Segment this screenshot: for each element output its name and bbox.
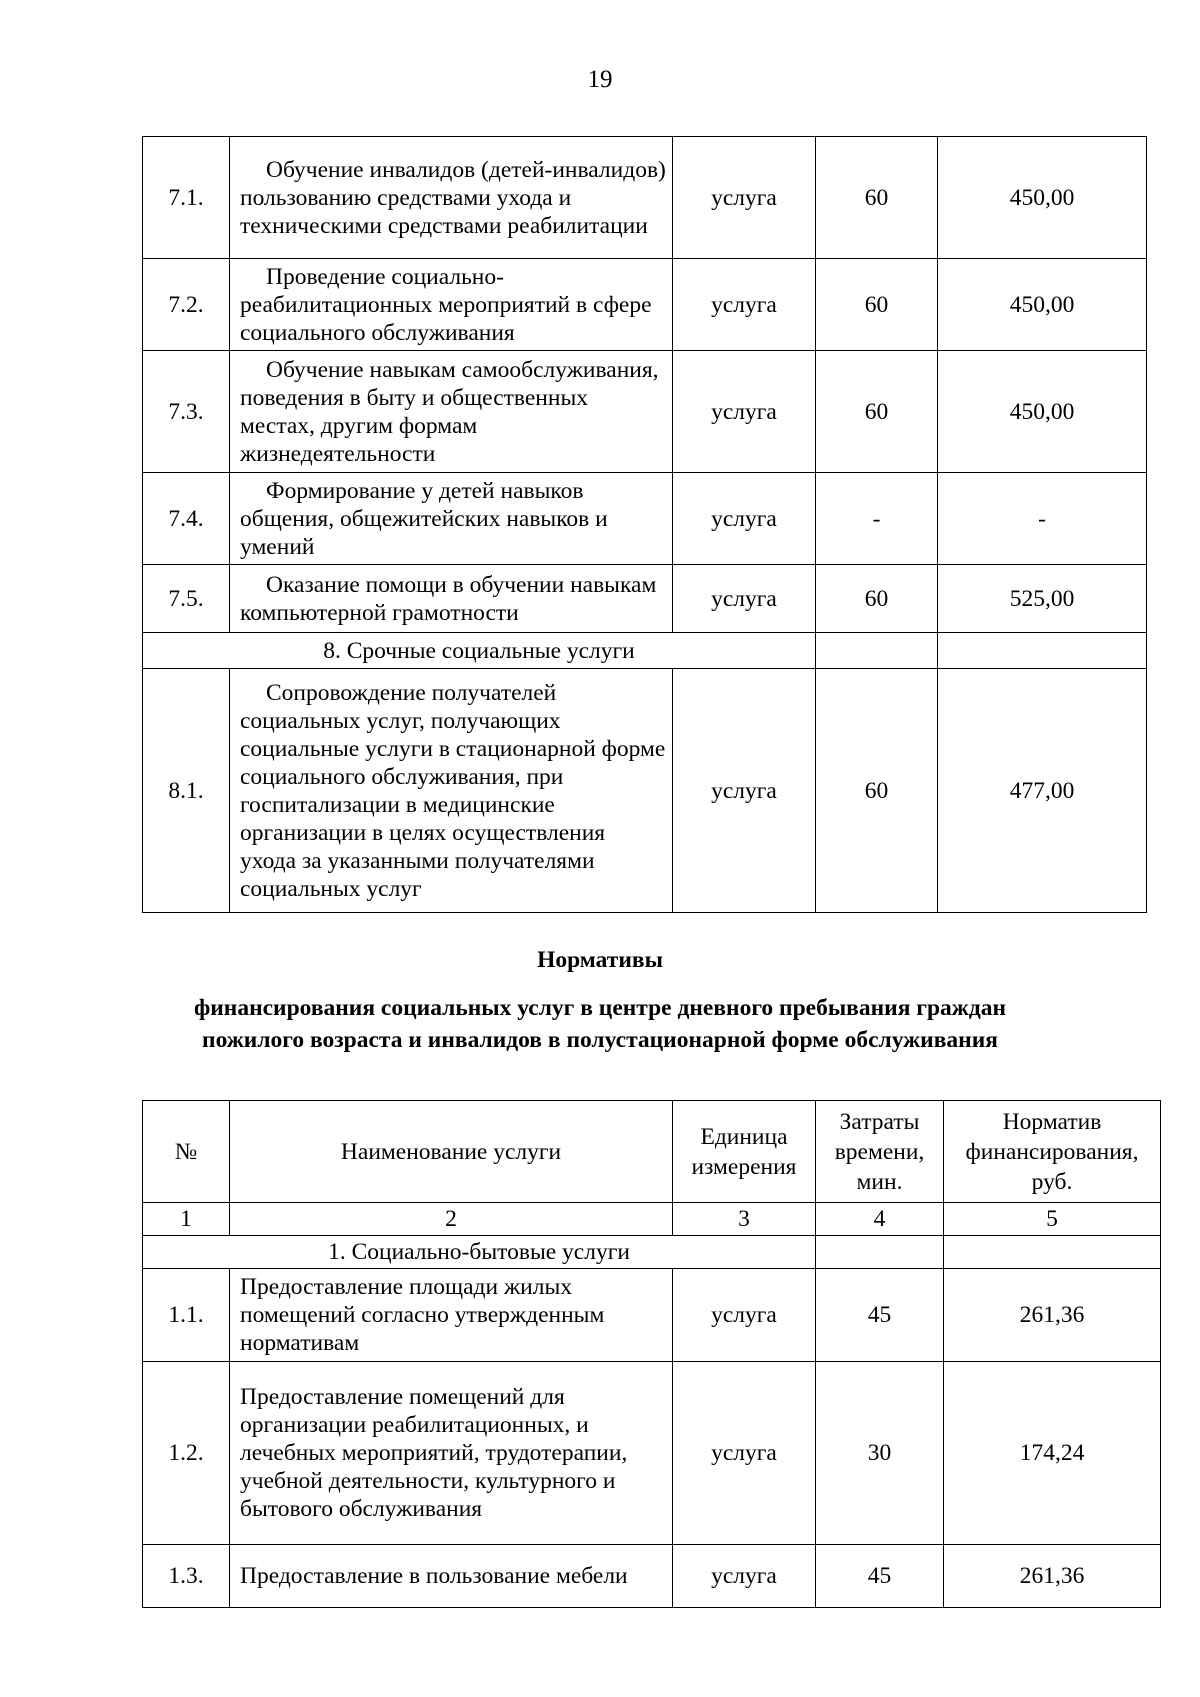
service-name: Предоставление помещений для организации реабилитационных, и лечебных мероприятий, трудотерапии, учебной деятельности, культурного и бытового обслуживания [230, 1362, 673, 1545]
service-name: Обучение навыкам самообслуживания, поведения в быту и общественных местах, другим формам жизнедеятельности [230, 351, 673, 473]
row-number: 8.1. [143, 669, 230, 913]
norm-cell: 477,00 [938, 669, 1147, 913]
section-title: 1. Социально-бытовые услуги [143, 1236, 816, 1269]
service-name: Предоставление в пользование мебели [230, 1545, 673, 1608]
column-number: 2 [230, 1203, 673, 1236]
service-name: Сопровождение получателей социальных услуг, получающих социальные услуги в стационарной форме социального обслуживания, при госпитализации в медицинские организации в целях осуществления ухода за указанными получателями социальных услуг [230, 669, 673, 913]
subheading-line: пожилого возраста и инвалидов в полустационарной форме обслуживания [202, 1027, 998, 1053]
norm-cell: 450,00 [938, 137, 1147, 259]
service-name: Обучение инвалидов (детей-инвалидов) пользованию средствами ухода и техническими средствами реабилитации [230, 137, 673, 259]
section-title: 8. Срочные социальные услуги [143, 633, 816, 669]
norm-cell: 450,00 [938, 259, 1147, 351]
row-number: 7.4. [143, 473, 230, 565]
header-number: № [143, 1101, 230, 1203]
financing-norms-table [142, 1100, 1161, 1608]
time-cell: 45 [816, 1545, 944, 1608]
row-number: 1.2. [143, 1362, 230, 1545]
unit-cell: услуга [673, 669, 816, 913]
norm-cell: 261,36 [944, 1269, 1161, 1362]
service-name: Формирование у детей навыков общения, общежитейских навыков и умений [230, 473, 673, 565]
header-service-name: Наименование услуги [230, 1101, 673, 1203]
service-name: Оказание помощи в обучении навыкам компьютерной грамотности [230, 565, 673, 633]
page-number: 19 [587, 66, 613, 93]
service-name: Проведение социально-реабилитационных мероприятий в сфере социального обслуживания [230, 259, 673, 351]
row-number: 7.2. [143, 259, 230, 351]
unit-cell: услуга [673, 137, 816, 259]
section-heading: Нормативы [537, 947, 663, 973]
unit-cell: услуга [673, 565, 816, 633]
table-row [143, 565, 1147, 633]
table-row [143, 1545, 1161, 1608]
column-number: 3 [673, 1203, 816, 1236]
unit-cell: услуга [673, 259, 816, 351]
norm-cell: - [938, 473, 1147, 565]
section-row [143, 633, 1147, 669]
time-cell: 60 [816, 565, 938, 633]
time-cell: - [816, 473, 938, 565]
row-number: 7.3. [143, 351, 230, 473]
row-number: 7.5. [143, 565, 230, 633]
table-row [143, 669, 1147, 913]
column-number-row [143, 1203, 1161, 1236]
time-cell: 60 [816, 351, 938, 473]
row-number: 1.1. [143, 1269, 230, 1362]
header-time: Затраты времени, мин. [816, 1101, 944, 1203]
table-row [143, 259, 1147, 351]
section-row [143, 1236, 1161, 1269]
empty-cell [938, 633, 1147, 669]
unit-cell: услуга [673, 1269, 816, 1362]
empty-cell [816, 1236, 944, 1269]
subheading-line: финансирования социальных услуг в центре дневного пребывания граждан [193, 995, 1006, 1021]
column-number: 4 [816, 1203, 944, 1236]
row-number: 7.1. [143, 137, 230, 259]
service-name: Предоставление площади жилых помещений согласно утвержденным нормативам [230, 1269, 673, 1362]
time-cell: 30 [816, 1362, 944, 1545]
table-row [143, 351, 1147, 473]
norm-cell: 450,00 [938, 351, 1147, 473]
section-subheading [0, 992, 1200, 1056]
row-number: 1.3. [143, 1545, 230, 1608]
table-row [143, 1362, 1161, 1545]
time-cell: 60 [816, 669, 938, 913]
unit-cell: услуга [673, 473, 816, 565]
time-cell: 60 [816, 259, 938, 351]
header-row [143, 1101, 1161, 1203]
header-norm: Норматив финансирования, руб. [944, 1101, 1161, 1203]
column-number: 5 [944, 1203, 1161, 1236]
table-row [143, 1269, 1161, 1362]
unit-cell: услуга [673, 351, 816, 473]
norm-cell: 174,24 [944, 1362, 1161, 1545]
time-cell: 60 [816, 137, 938, 259]
services-table-continued [142, 136, 1147, 913]
table-row [143, 473, 1147, 565]
unit-cell: услуга [673, 1545, 816, 1608]
header-unit: Единица измерения [673, 1101, 816, 1203]
empty-cell [816, 633, 938, 669]
time-cell: 45 [816, 1269, 944, 1362]
column-number: 1 [143, 1203, 230, 1236]
norm-cell: 261,36 [944, 1545, 1161, 1608]
norm-cell: 525,00 [938, 565, 1147, 633]
empty-cell [944, 1236, 1161, 1269]
unit-cell: услуга [673, 1362, 816, 1545]
table-row [143, 137, 1147, 259]
